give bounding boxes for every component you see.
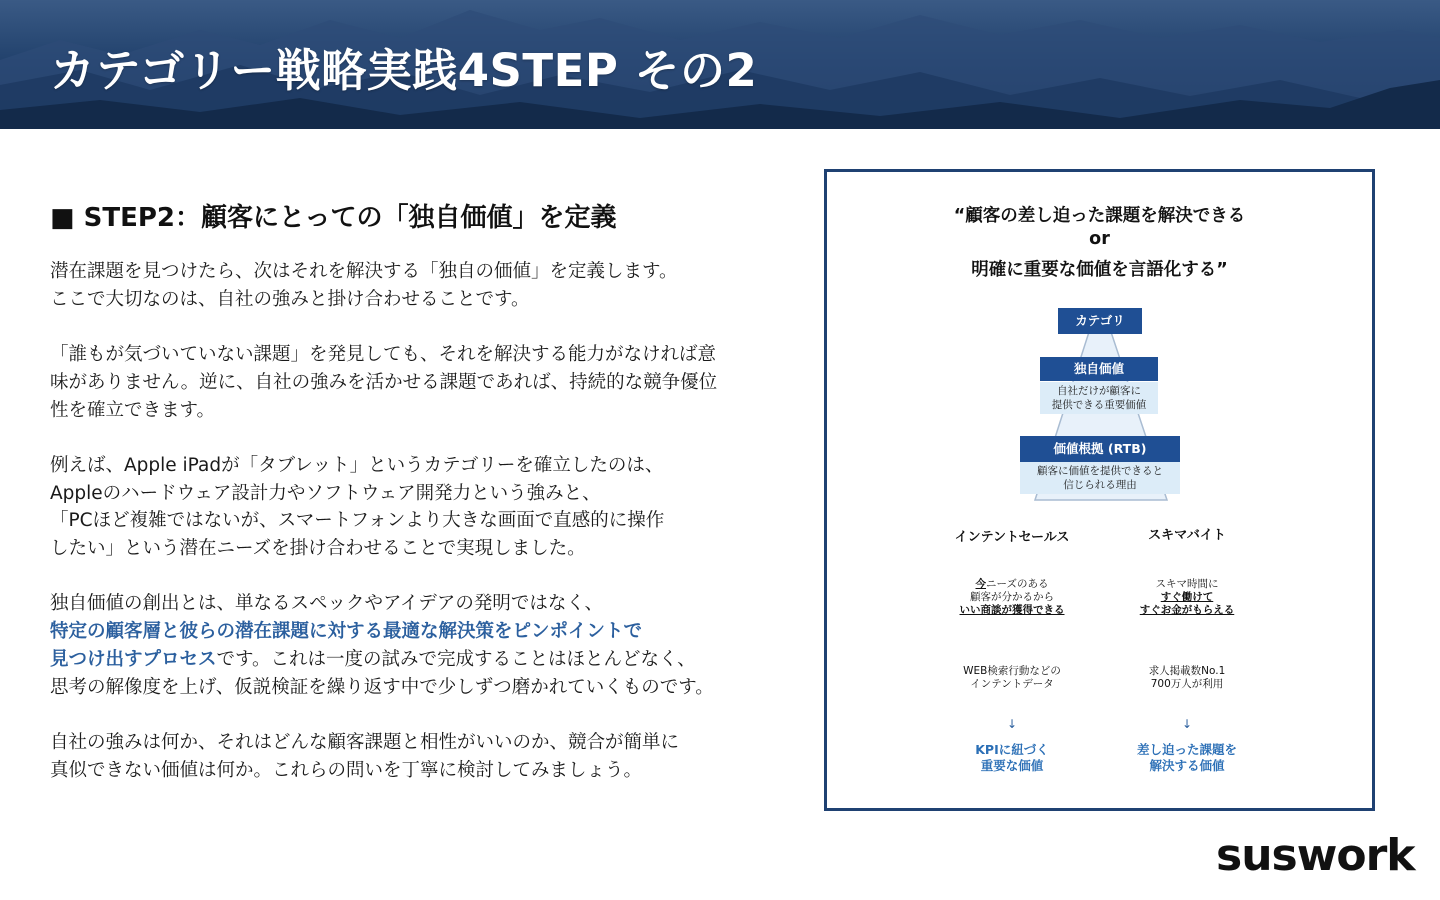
emphasis-text: いい商談が獲得できる: [959, 604, 1065, 616]
example-heading-intent-sales: インテントセールス: [954, 530, 1070, 545]
text-line: 求人掲載数No.1: [1148, 665, 1226, 677]
desc-line: 顧客に価値を提供できると: [1037, 465, 1163, 477]
page-title: カテゴリー戦略実践4STEP その2: [50, 44, 758, 97]
text-line: 真似できない価値は何か。これらの問いを丁寧に検討してみましょう。: [50, 759, 643, 781]
text-line: ニーズのある: [986, 578, 1049, 590]
text-line: WEB検索行動などの: [963, 665, 1061, 677]
emphasis-text: 今: [975, 578, 986, 590]
quote-line: or: [1089, 229, 1110, 249]
text-line: です。これは一度の試みで完成することはほとんどなく、: [216, 648, 696, 670]
text-line: 顧客が分かるから: [970, 591, 1054, 603]
brand-logo: suswork: [1216, 830, 1415, 881]
example-heading-sukima-baito: スキマバイト: [1148, 528, 1226, 543]
desc-line: 信じられる理由: [1063, 479, 1137, 491]
text-line: 700万人が利用: [1150, 678, 1224, 690]
text-line: スキマ時間に: [1155, 578, 1219, 590]
example-value-intent-sales: [932, 578, 1092, 617]
text-line: 独自価値の創出とは、単なるスペックやアイデアの発明ではなく、: [50, 593, 603, 615]
pyramid-level-unique-value: 独自価値: [1040, 357, 1158, 381]
emphasis-text: すぐ働けて: [1160, 591, 1214, 603]
arrow-down-icon: ↓: [1181, 717, 1193, 731]
example-result-intent-sales: [932, 742, 1092, 774]
text-line: KPIに紐づく: [975, 742, 1049, 757]
text-line: 「PCほど複雑ではないが、スマートフォンより大きな画面で直感的に操作: [50, 510, 665, 532]
example-result-sukima-baito: [1107, 742, 1267, 774]
arrow-down-icon: ↓: [1006, 717, 1018, 731]
text-line: 思考の解像度を上げ、仮説検証を繰り返す中で少しずつ磨かれていくものです。: [50, 676, 714, 698]
text-line: 「誰もが気づいていない課題」を発見しても、それを解決する能力がなければ意: [50, 344, 717, 366]
text-line: 性を確立できます。: [50, 399, 216, 421]
quote-line: “顧客の差し迫った課題を解決できる: [953, 206, 1246, 226]
section-heading: ■ STEP2：顧客にとっての「独自価値」を定義: [50, 203, 617, 233]
paragraph-2: [50, 341, 785, 424]
emphasis-text: すぐお金がもらえる: [1139, 604, 1235, 616]
pyramid-level-unique-value-desc: [1040, 382, 1158, 414]
text-line: 重要な価値: [980, 758, 1044, 773]
paragraph-1: [50, 258, 785, 313]
text-line: インテントデータ: [970, 678, 1054, 690]
example-rtb-intent-sales: [932, 665, 1092, 691]
pyramid-level-category: カテゴリ: [1058, 308, 1142, 334]
desc-line: 自社だけが顧客に: [1057, 385, 1141, 397]
text-line: ここで大切なのは、自社の強みと掛け合わせることです。: [50, 288, 530, 310]
text-line: したい」という潜在ニーズを掛け合わせることで実現しました。: [50, 538, 586, 559]
paragraph-3: [50, 452, 785, 563]
example-value-sukima-baito: [1107, 578, 1267, 617]
text-line: Appleのハードウェア設計力やソフトウェア開発力という強みと、: [50, 482, 601, 504]
text-line: 例えば、Apple iPadが「タブレット」というカテゴリーを確立したのは、: [50, 454, 664, 476]
text-line: 解決する価値: [1149, 758, 1225, 773]
pyramid-level-rtb: 価値根拠 (RTB): [1020, 436, 1180, 462]
body-text: [50, 258, 785, 812]
example-rtb-sukima-baito: [1107, 665, 1267, 691]
text-line: 味がありません。逆に、自社の強みを活かせる課題であれば、持続的な競争優位: [50, 371, 718, 393]
desc-line: 提供できる重要価値: [1051, 399, 1147, 411]
paragraph-4: [50, 590, 785, 701]
diagram-frame: [824, 169, 1375, 811]
pyramid-level-rtb-desc: [1020, 462, 1180, 494]
highlight-text: 見つけ出すプロセス: [50, 648, 217, 670]
highlight-text: 特定の顧客層と彼らの潜在課題に対する最適な解決策をピンポイントで: [50, 621, 643, 643]
text-line: 差し迫った課題を: [1136, 742, 1237, 757]
quote-line: 明確に重要な価値を言語化する”: [971, 260, 1228, 280]
text-line: 潜在課題を見つけたら、次はそれを解決する「独自の価値」を定義します。: [50, 261, 678, 282]
paragraph-5: [50, 729, 785, 784]
text-line: 自社の強みは何か、それはどんな顧客課題と相性がいいのか、競合が簡単に: [50, 731, 680, 753]
